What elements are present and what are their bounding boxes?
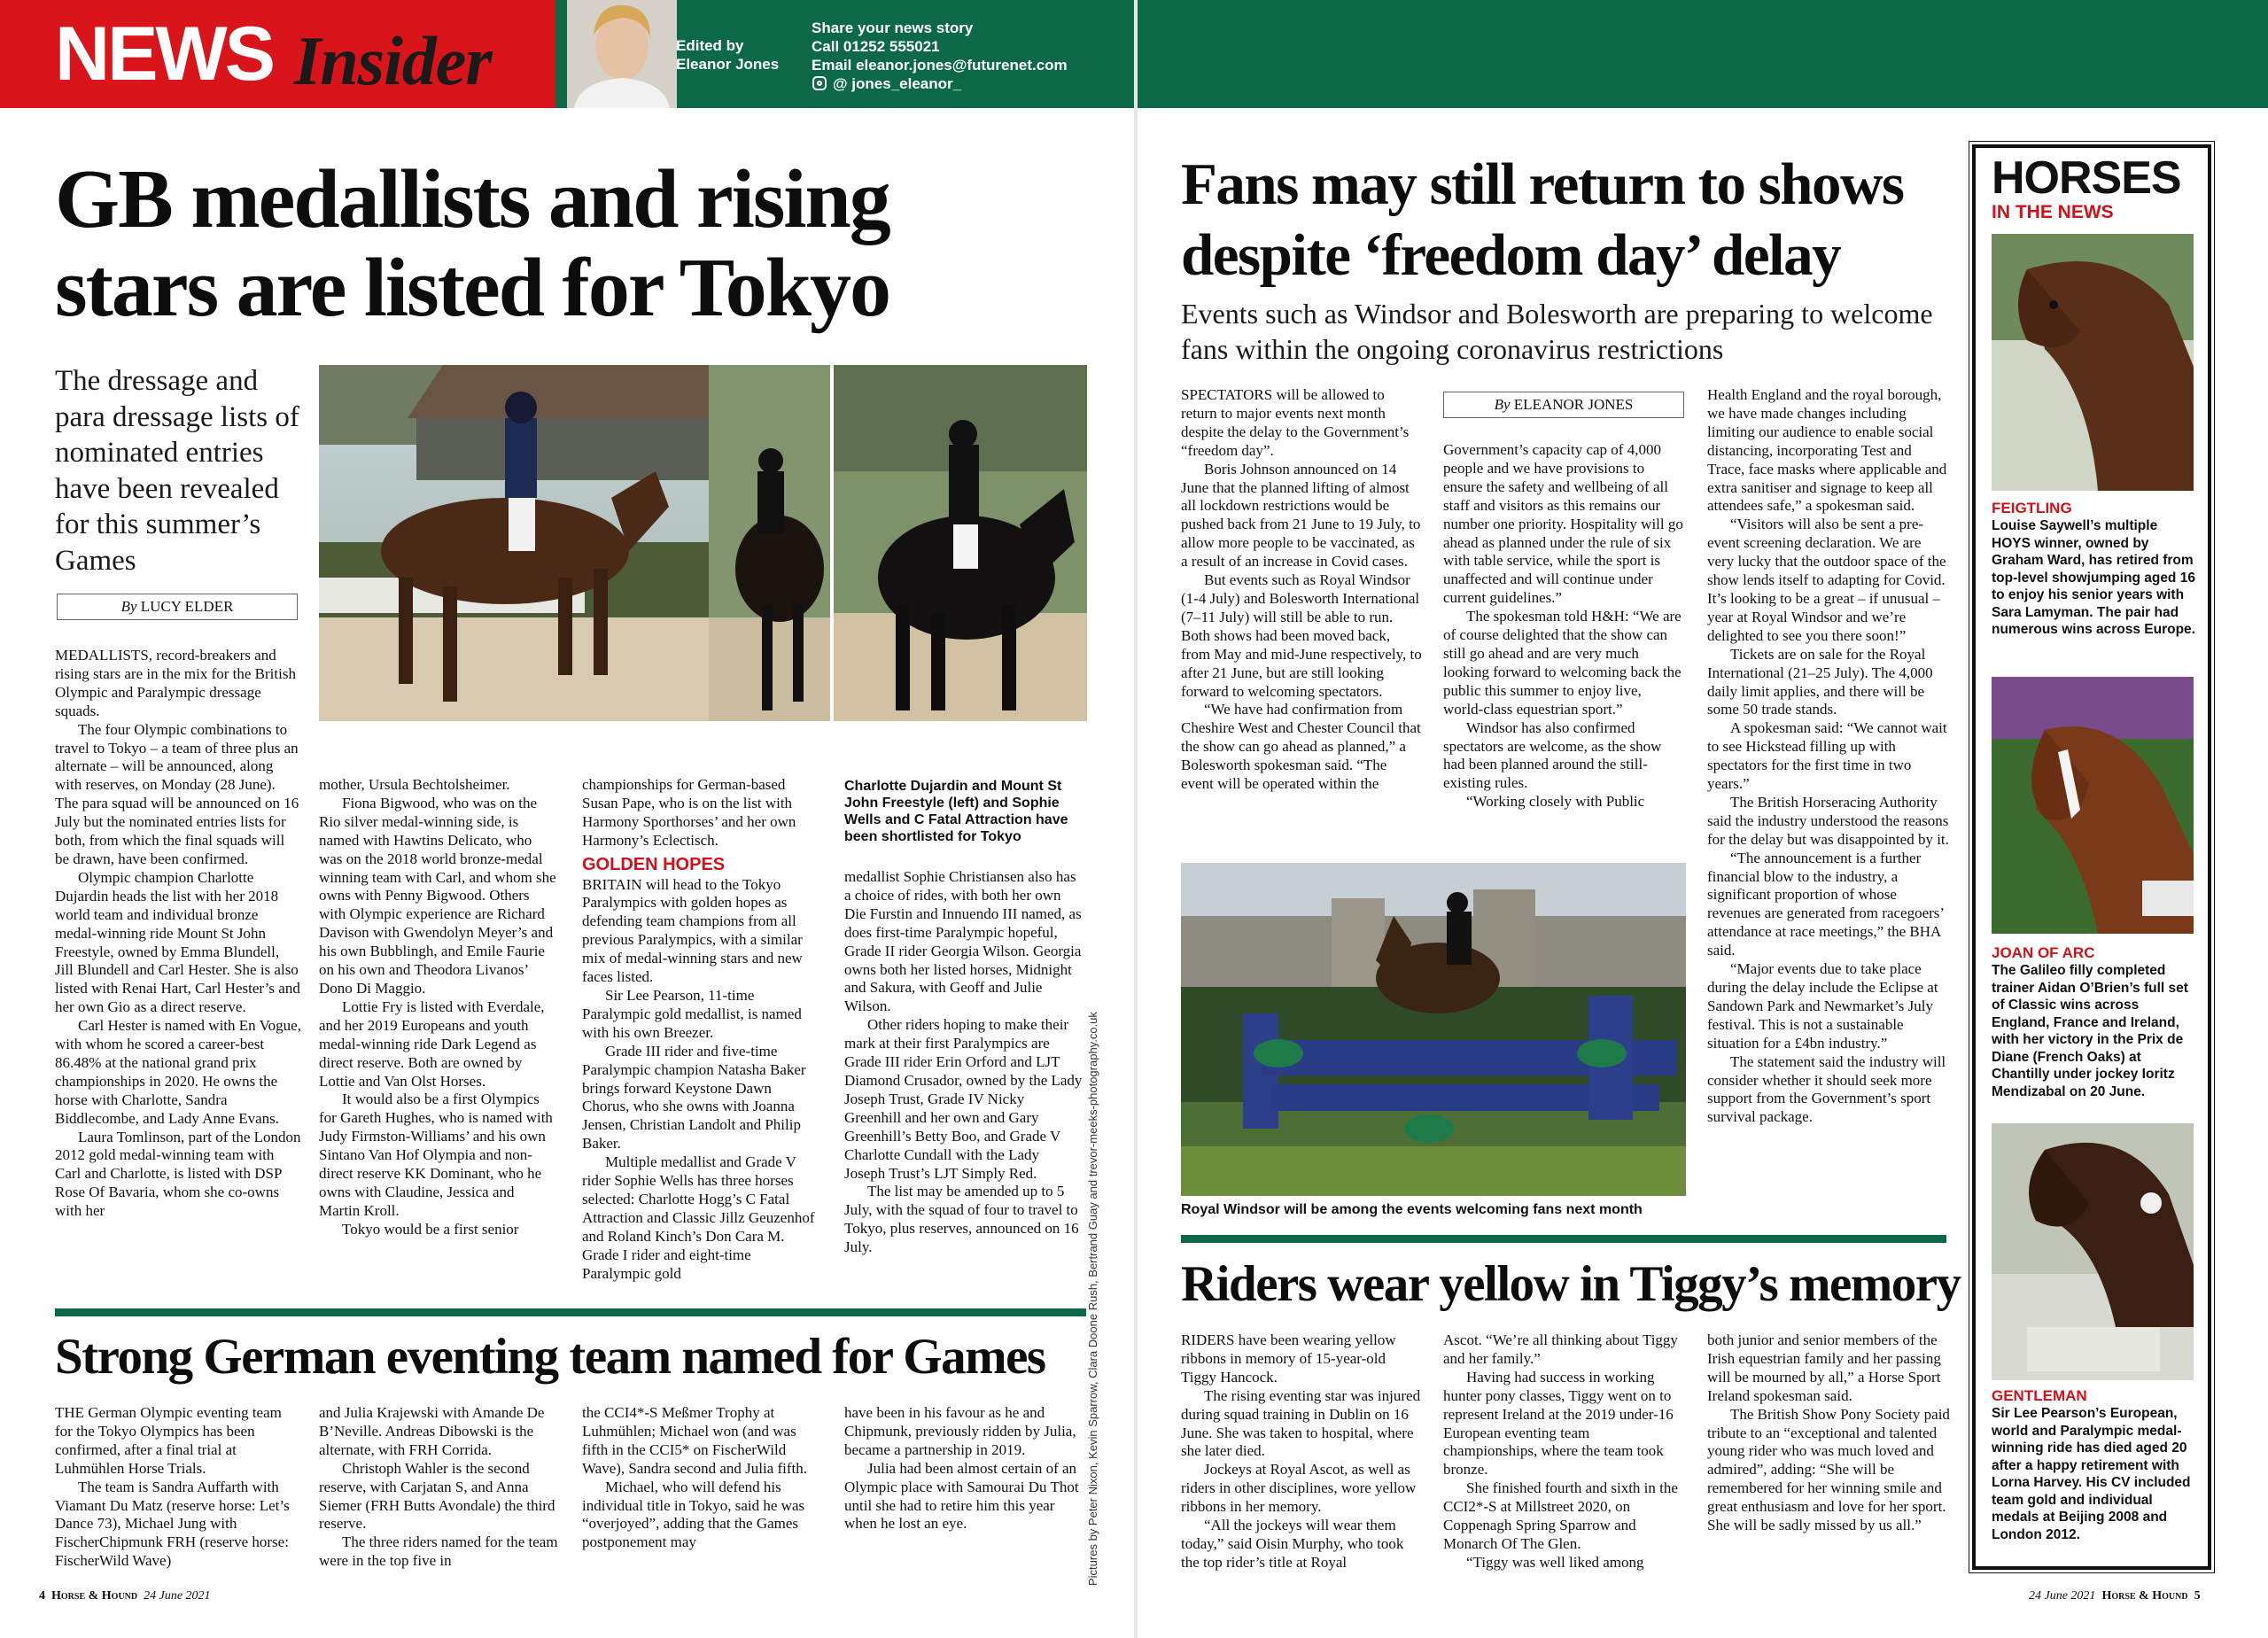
tokyo-p: Multiple medallist and Grade V rider Sophie Wells has three horses selected: Charlotte Hogg’s C Fatal Attraction and Classic Jillz Geuzenhof and Roland Kinch’s Don Cara M. Grade I rider and eight-time Paralympic gold: [582, 1153, 815, 1282]
sidebar-item-name-2: JOAN OF ARC: [1992, 944, 2095, 961]
tokyo-p: MEDALLISTS, record-breakers and rising stars are in the mix for the British Olympic and Paralympic dressage squads.: [55, 647, 296, 719]
tokyo-p: Other riders hoping to make their mark at their first Paralympics are Grade III rider Erin Orford and LJT Diamond Crusador, owned by the Lady Joseph Trust, Grade IV Nicky Greenhill and her own and Gary Greenhill’s Betty Boo, and Grade V Charlotte Cundall with the Lady Joseph Trust’s LJT Simply Red.: [844, 1016, 1083, 1182]
tokyo-p: The four Olympic combinations to travel to Tokyo – a team of three plus an alternate – will be announced, along with reserves, on Monday (28 June). The para squad will be announced on 16 July but the nominated entries lists for both, from which the final squads will be drawn, have been confirmed.: [55, 720, 299, 867]
logo-news: NEWS: [55, 12, 273, 97]
german-col-2: [319, 1404, 558, 1581]
fans-p: Health England and the royal borough, we have made changes including limiting our audience to enable social distancing, incorporating Test and Trace, face masks where applicable and extra sanitiser and signage to keep all attendees safe,” a spokesman said.: [1707, 386, 1947, 515]
byline-by: By: [1494, 396, 1511, 413]
fans-col-1: [1181, 386, 1422, 847]
german-p: Christoph Wahler is the second reserve, with Carjatan S, and Anna Siemer (FRH Butts Avondale) the third reserve.: [319, 1459, 555, 1533]
tokyo-p: medallist Sophie Christiansen also has a choice of rides, with both her own Die Furstin and Innuendo III named, as does first-time Paralympic hopeful, Grade II rider Georgia Wilson. Georgia owns both her listed horses, Midnight and Sakura, with Geoff and Julie Wilson.: [844, 868, 1082, 1015]
caption-tokyo: Charlotte Dujardin and Mount St John Freestyle (left) and Sophie Wells and C Fatal Attraction have been shortlisted for Tokyo: [844, 779, 1068, 844]
page-gutter: [1134, 0, 1138, 1638]
fans-col-2: [1443, 441, 1684, 847]
tiggy-col-3: [1707, 1331, 1950, 1580]
tokyo-p: It would also be a first Olympics for Gareth Hughes, who is named with Judy Firmston-Williams’ and his own Sintano Van Hof Olympia and non-direct reserve KK Dominant, who he owns with Claudine, Jessica and Martin Kroll.: [319, 1091, 553, 1219]
tokyo-p: mother, Ursula Bechtolsheimer.: [319, 776, 510, 793]
folio-magazine: Horse & Hound: [2101, 1589, 2188, 1603]
sidebar-title: HORSES: [1992, 152, 2181, 204]
folio-magazine: Horse & Hound: [51, 1589, 138, 1603]
photo-gentleman: [1992, 1123, 2194, 1380]
fans-p: “Major events due to take place during the delay include the Eclipse at Sandown Park and Newmarket’s July festival. This is not a sustainable situation for a £4bn industry.”: [1707, 960, 1938, 1052]
headline-fans: Fans may still return to shows despite ‘freedom day’ delay: [1181, 151, 1904, 288]
tokyo-p: Carl Hester is named with En Vogue, with whom he scored a career-best 86.48% at the national grand prix championships in 2020. He owns the horse with Charlotte, Sandra Biddlecombe, and Lady Anne Evans.: [55, 1017, 301, 1127]
photo-wells-dressage: [834, 365, 1087, 721]
fans-p: Windsor has also confirmed spectators are welcome, as the show had been planned around the still-existing rules.: [1443, 718, 1662, 792]
tokyo-col-3: [582, 776, 821, 1293]
tiggy-p: Jockeys at Royal Ascot, as well as riders in other disciplines, wore yellow ribbons in her memory.: [1181, 1461, 1417, 1516]
section-rule-left: [55, 1308, 1086, 1316]
german-p: the CCI4*-S Meßmer Trophy at Luhmühlen; Michael won (and was fifth in the CCI5* on FischerWild Wave), Sandra second and Julia fifth.: [582, 1404, 808, 1477]
tiggy-p: RIDERS have been wearing yellow ribbons in memory of 15-year-old Tiggy Hancock.: [1181, 1331, 1396, 1386]
caption-windsor: Royal Windsor will be among the events welcoming fans next month: [1181, 1202, 1643, 1217]
contact-phone[interactable]: Call 01252 555021: [812, 38, 940, 55]
tokyo-p: Laura Tomlinson, part of the London 2012 gold medal-winning team with Carl and Charlotte, is listed with DSP Rose Of Bavaria, whom she co-owns with her: [55, 1128, 301, 1220]
golden-hopes-subhead: GOLDEN HOPES: [582, 854, 726, 874]
fans-p: Tickets are on sale for the Royal International (21–25 July). The 4,000 daily limit applies, and there will be some 50 trade stands.: [1707, 645, 1933, 718]
tiggy-p: “Tiggy was well liked among: [1466, 1553, 1644, 1571]
fans-p: “Visitors will also be sent a pre-event screening declaration. We are very lucky that the outdoor space of the show lends itself to adapting for Covid. It’s looking to be a great – if unusual – year at Royal Windsor and we’re delighted to see you there soon!”: [1707, 516, 1946, 644]
tokyo-p: Sir Lee Pearson, 11-time Paralympic gold medallist, is named with his own Breezer.: [582, 986, 802, 1041]
german-p: The team is Sandra Auffarth with Viamant Du Matz (reserve horse: Let’s Dance 73), Michael Jung with FischerChipmunk FRH (reserve horse: FischerWild Wave): [55, 1478, 290, 1570]
fans-col-3: [1707, 386, 1950, 1228]
byline-by: By: [120, 598, 137, 615]
folio-date: 24 June 2021: [144, 1589, 211, 1603]
tiggy-p: Having had success in working hunter pony classes, Tiggy went on to represent Ireland at the 2019 under-16 European eventing team championships, where the team took bronze.: [1443, 1368, 1674, 1479]
editor-name: Eleanor Jones: [676, 56, 780, 73]
sidebar-item-name-1: FEIGTLING: [1992, 500, 2072, 516]
edited-by-label: Edited by: [676, 37, 744, 54]
tokyo-col-1: [55, 647, 301, 1293]
german-p: Julia had been almost certain of an Olympic place with Samourai Du Thot until she had to retire him this year when he lost an eye.: [844, 1459, 1079, 1533]
instagram-icon: [812, 76, 827, 90]
header-green-banner-right: [1138, 0, 2268, 108]
tiggy-p: “All the jockeys will wear them today,” said Oisin Murphy, who took the top rider’s title at Royal: [1181, 1517, 1404, 1571]
fans-p: But events such as Royal Windsor (1-4 July) and Bolesworth International (7–11 July) will still be able to run. Both shows had been moved back, from May and mid-June respectively, to after 21 June, but are still looking forward to welcoming spectators.: [1181, 571, 1422, 700]
tokyo-p: Tokyo would be a first senior: [342, 1220, 519, 1238]
fans-p: The statement said the industry will consider whether it should seek more support from the Government’s sport survival package.: [1707, 1052, 1946, 1126]
sidebar-subtitle: IN THE NEWS: [1992, 202, 2114, 222]
fans-p: The spokesman told H&H: “We are of course delighted that the show can still go ahead and are very much looking forward to welcoming back the public this summer to enjoy live, world-class equestrian sport.”: [1443, 608, 1682, 718]
tiggy-p: She finished fourth and sixth in the CCI2*-S at Millstreet 2020, on Coppenagh Spring Sparrow and Monarch Of The Glen.: [1443, 1479, 1678, 1552]
tokyo-col-2: [319, 776, 558, 1293]
byline-name: LUCY ELDER: [140, 598, 234, 615]
tiggy-p: both junior and senior members of the Irish equestrian family and her passing will be mourned by all,” a Horse Sport Ireland spokesman said.: [1707, 1331, 1941, 1404]
tokyo-p: Fiona Bigwood, who was on the Rio silver medal-winning side, is named with Hawtins Delicato, who was on the 2018 world bronze-medal winning team with Carl, and whom she owns with Penny Bigwood. Others with Olympic experience are Richard Davison with Gwendolyn Meyer’s and his own Bubblingh, and Emile Faurie on his own and Theodora Livanos’ Dono Di Maggio.: [319, 794, 556, 997]
german-col-4: [844, 1404, 1084, 1581]
folio-page-number: 5: [2194, 1589, 2201, 1603]
tiggy-p: Ascot. “We’re all thinking about Tiggy and her family.”: [1443, 1331, 1678, 1367]
tokyo-p: Grade III rider and five-time Paralympic champion Natasha Baker brings forward Keystone Dawn Chorus, who she owns with Joanna Jensen, Christian Landolt and Philip Baker.: [582, 1042, 806, 1153]
tiggy-col-1: [1181, 1331, 1422, 1580]
byline-lucy: [57, 594, 298, 620]
tokyo-p: Lottie Fry is listed with Everdale, and her 2019 Europeans and youth medal-winning ride Dark Legend as direct reserve. Both are owned by Lottie and Van Olst Horses.: [319, 998, 545, 1090]
tokyo-p: Olympic champion Charlotte Dujardin heads the list with her 2018 world team and individual bronze medal-winning ride Mount St John Freestyle, owned by Emma Blundell, Jill Blundell and Carl Hester. She is also listed with Renai Hart, Carl Hester’s and her own Gio as a direct reserve.: [55, 868, 300, 1016]
german-p: THE German Olympic eventing team for the Tokyo Olympics has been confirmed, after a final trial at Luhmühlen Horse Trials.: [55, 1404, 282, 1477]
photo-dujardin-dressage: [319, 365, 833, 721]
tokyo-col-4: [844, 868, 1084, 1293]
byline-eleanor: [1443, 392, 1684, 418]
tiggy-p: The rising eventing star was injured during squad training in Dublin on 16 June. She was taken to hospital, where she later died.: [1181, 1386, 1421, 1460]
folio-date: 24 June 2021: [2029, 1589, 2096, 1603]
headline-tiggy: Riders wear yellow in Tiggy’s memory: [1181, 1256, 1961, 1312]
logo-insider: Insider: [294, 22, 492, 99]
editor-avatar: [567, 0, 677, 108]
tokyo-p: BRITAIN will head to the Tokyo Paralympics with golden hopes as defending team champions from all previous Paralympics, with a similar mix of medal-winning stars and new faces listed.: [582, 875, 803, 986]
headline-tokyo: GB medallists and rising stars are listed for Tokyo: [55, 153, 890, 334]
sidebar-item-text-1: Louise Saywell’s multiple HOYS winner, owned by Graham Ward, has retired from top-level showjumping aged 16 to enjoy his senior years with Sara Lamyman. The pair had numerous wins across Europe.: [1992, 518, 2195, 637]
fans-p: Boris Johnson announced on 14 June that the planned lifting of almost all lockdown restrictions would be pushed back from 21 June to 19 July, to allow more people to be vaccinated, as a result of an increase in Covid cases.: [1181, 460, 1421, 571]
fans-p: “Working closely with Public: [1466, 793, 1645, 811]
german-col-3: [582, 1404, 821, 1581]
photo-joan-of-arc: [1992, 677, 2194, 934]
fans-p: “We have had confirmation from Cheshire West and Chester Council that the show can go ahead as planned,” a Bolesworth spokesman said. “The event will be operated within the: [1181, 701, 1421, 793]
german-p: and Julia Krajewski with Amande De B’Neville. Andreas Dibowski is the alternate, with FRH Corrida.: [319, 1404, 545, 1458]
contact-instagram[interactable]: @ jones_eleanor_: [833, 75, 962, 92]
standfirst-fans: Events such as Windsor and Bolesworth are preparing to welcome fans within the ongoing coronavirus restrictions: [1181, 298, 1933, 365]
sidebar-item-name-3: GENTLEMAN: [1992, 1387, 2087, 1404]
german-col-1: [55, 1404, 294, 1581]
folio-right: [2029, 1589, 2201, 1603]
contact-email[interactable]: Email eleanor.jones@futurenet.com: [812, 57, 1068, 74]
german-p: have been in his favour as he and Chipmunk, previously ridden by Julia, became a partnership in 2019.: [844, 1404, 1076, 1458]
tiggy-p: The British Show Pony Society paid tribute to an “exceptional and talented young rider who was much loved and admired”, adding: “She will be remembered for her winning smile and great enthusiasm and love for her sport. She will be sadly missed by us all.”: [1707, 1405, 1950, 1534]
standfirst-tokyo: The dressage and para dressage lists of nominated entries have been revealed for this summer’s Games: [55, 365, 299, 577]
fans-p: SPECTATORS will be allowed to return to major events next month despite the delay to the Government’s “freedom day”.: [1181, 386, 1410, 459]
byline-name: ELEANOR JONES: [1513, 396, 1634, 413]
sidebar-item-text-3: Sir Lee Pearson’s European, world and Paralympic medal-winning ride has died aged 20 after a happy retirement with Lorna Harvey. His CV included team gold and individual medals at Beijing 2008 and London 2012.: [1992, 1406, 2191, 1542]
sidebar-item-text-2: The Galileo filly completed trainer Aidan O’Brien’s full set of Classic wins across England, France and Ireland, with her victory in the Prix de Diane (French Oaks) at Chantilly under jockey Ioritz Mendizabal on 20 June.: [1992, 963, 2188, 1099]
share-title: Share your news story: [812, 19, 974, 36]
german-p: The three riders named for the team were in the top five in: [319, 1533, 558, 1570]
photo-credit: Pictures by Peter Nixon, Kevin Sparrow, Clara Doone Rush, Bertrand Guay and trevor-meeks-photography.co.uk: [1086, 1012, 1099, 1586]
fans-p: Government’s capacity cap of 4,000 people and we have provisions to ensure the safety and wellbeing of all staff and visitors as this remains our number one priority. Hospitality will go ahead as planned under the rule of six with table service, while the sport is unaffected and will continue under current guidelines.”: [1443, 441, 1683, 607]
folio-page-number: 4: [39, 1589, 45, 1603]
section-rule-right: [1181, 1235, 1946, 1243]
folio-left: [39, 1589, 211, 1603]
german-p: Michael, who will defend his individual title in Tokyo, said he was “overjoyed”, adding that the Games postponement may: [582, 1478, 805, 1551]
fans-p: The British Horseracing Authority said the industry understood the reasons for the delay but was disappointed by it.: [1707, 793, 1949, 848]
fans-p: A spokesman said: “We cannot wait to see Hickstead filling up with spectators for the first time in two years.”: [1707, 719, 1947, 793]
tiggy-col-2: [1443, 1331, 1684, 1580]
headline-german-eventing: Strong German eventing team named for Games: [55, 1329, 1045, 1385]
tokyo-p: championships for German-based Susan Pape, who is on the list with Harmony Sporthorses’ and her own Harmony’s Eclectisch.: [582, 776, 796, 849]
fans-p: “The announcement is a further financial blow to the industry, a significant proportion of whose revenues are generated from racegoers’ attendance at race meetings,” the BHA said.: [1707, 849, 1944, 959]
photo-feigtling: [1992, 234, 2194, 491]
tokyo-p: The list may be amended up to 5 July, with the squad of four to travel to Tokyo, plus reserves, announced on 16 July.: [844, 1183, 1079, 1256]
photo-royal-windsor: [1181, 863, 1686, 1196]
